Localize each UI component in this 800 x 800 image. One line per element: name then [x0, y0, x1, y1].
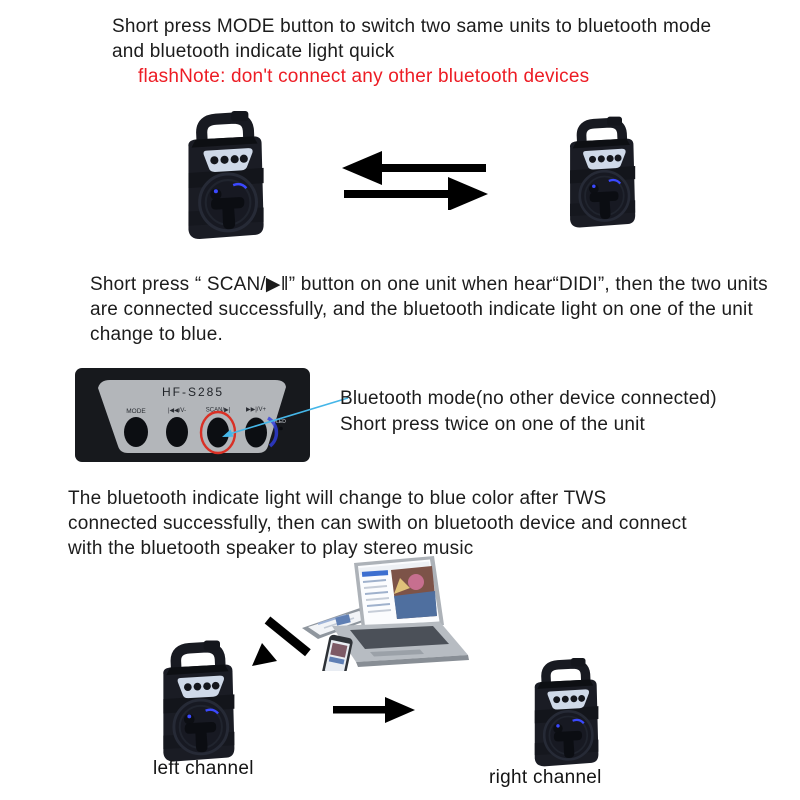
next-volume-up-button [245, 418, 267, 448]
speaker-image-left-channel [148, 638, 244, 766]
step1-note: flashNote: don't connect any other bluetooth devices [138, 66, 590, 87]
prev-volume-down-button-label: |◀◀/V- [167, 408, 187, 414]
step1-line-1: Short press MODE button to switch two same units to bluetooth mode [112, 16, 712, 37]
speaker-image-top-left [170, 110, 276, 242]
step1-line-2: and bluetooth indicate light quick [112, 41, 395, 62]
step2-line-3: change to blue. [90, 324, 223, 345]
step2-line-1: Short press “ SCAN/▶‖” button on one unit when hear“DIDI”, then the two units [90, 274, 768, 295]
mode-button [124, 417, 148, 447]
right-channel-label: right channel [489, 767, 602, 788]
step3-line-1: The bluetooth indicate light will change to blue color after TWS [68, 488, 607, 509]
swap-arrows-icon [338, 148, 490, 210]
speaker-image-right-channel [521, 653, 607, 773]
left-channel-label: left channel [153, 758, 254, 779]
step2-line-2: are connected successfully, and the bluetooth indicate light on one of the unit [90, 299, 753, 320]
mode-button-label: MODE [126, 408, 146, 415]
arrow-down-left-icon [248, 608, 320, 672]
arrow-right-icon [333, 696, 415, 724]
step2-text [90, 272, 768, 347]
led-dot [279, 427, 283, 431]
next-volume-up-button-label: ▶▶|/V+ [246, 407, 266, 413]
step1-text [112, 14, 711, 89]
callout-text [340, 386, 717, 438]
callout-line-1: Bluetooth mode(no other device connected) [340, 388, 717, 409]
prev-volume-down-button [166, 417, 188, 447]
step3-line-2: connected successfully, then can swith on bluetooth device and connect [68, 513, 687, 534]
led-label: LED [276, 419, 286, 425]
phone [321, 634, 353, 671]
scan-play-button [207, 418, 229, 448]
callout-line-2: Short press twice on one of the unit [340, 414, 646, 435]
step3-line-3: with the bluetooth speaker to play stereo music [68, 538, 474, 559]
control-panel-image [70, 366, 370, 466]
speaker-image-top-right [556, 111, 644, 235]
model-label: HF-S285 [161, 385, 225, 399]
scan-play-button-label: SCAN/▶| [205, 407, 231, 414]
step3-text [68, 486, 687, 561]
